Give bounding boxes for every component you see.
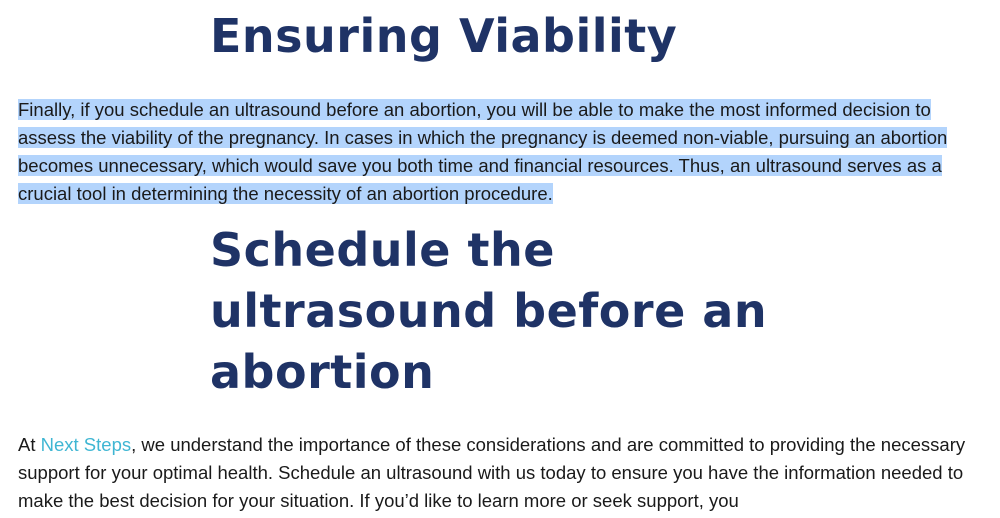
section-heading-schedule-ultrasound: Schedule the ultrasound before an abortion: [210, 223, 768, 399]
paragraph-prefix: At: [18, 434, 41, 455]
viability-paragraph: [18, 96, 993, 208]
next-steps-link[interactable]: Next Steps: [40, 434, 132, 455]
section-heading-ensuring-viability: Ensuring Viability: [210, 9, 678, 63]
paragraph-body: , we understand the importance of these considerations and are committed to providing the necessary support for your optimal health. Schedule an ultrasound with us today to ensure you have the information needed to make the best decision for your situation. If you’d like to learn more or seek support, you: [18, 434, 966, 511]
next-steps-paragraph: [18, 431, 993, 515]
selected-text-highlight[interactable]: Finally, if you schedule an ultrasound before an abortion, you will be able to make the most informed decision to assess the viability of the pregnancy. In cases in which the pregnancy is deemed non-viable, pursuing an abortion becomes unnecessary, which would save you both time and financial resources. Thus, an ultrasound serves as a crucial tool in determining the necessity of an abortion procedure.: [18, 99, 948, 204]
